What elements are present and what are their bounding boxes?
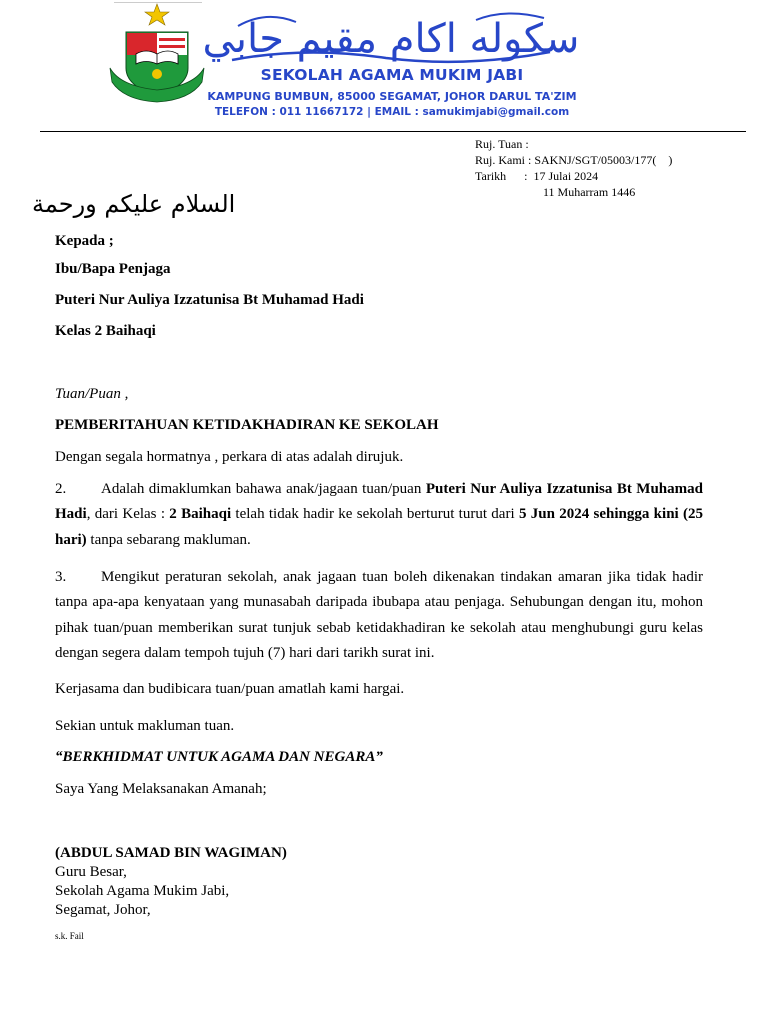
para2-text-3: telah tidak hadir ke sekolah berturut turut dari — [231, 506, 519, 523]
salutation: Tuan/Puan , — [55, 386, 129, 402]
svg-text:سکوله اکام مقيم جابي: سکوله اکام مقيم جابي — [202, 16, 580, 62]
signatory-title: Guru Besar, — [55, 864, 127, 880]
signatory-school: Sekolah Agama Mukim Jabi, — [55, 883, 230, 899]
para2-number: 2. — [55, 481, 67, 497]
header-divider — [40, 131, 746, 132]
paragraph-2 — [55, 477, 703, 553]
para2-text-2: , dari Kelas : — [86, 506, 170, 523]
thanks-line: Kerjasama dan budibicara tuan/puan amatlah kami hargai. — [55, 681, 405, 697]
recipient-student: Puteri Nur Auliya Izzatunisa Bt Muhamad Hadi — [55, 292, 364, 308]
signatory-name: (ABDUL SAMAD BIN WAGIMAN) — [55, 845, 287, 861]
school-contact: TELEFON : 011 11667172 | EMAIL : samukimjabi@gmail.com — [214, 106, 570, 118]
opening-line: Dengan segala hormatnya , perkara di atas adalah dirujuk. — [55, 449, 404, 465]
letter-subject: PEMBERITAHUAN KETIDAKHADIRAN KE SEKOLAH — [55, 417, 439, 433]
paragraph-3 — [55, 565, 703, 666]
arabic-greeting: السلام عليكم ورحمة — [32, 190, 236, 218]
para2-text-1: Adalah dimaklumkan bahawa anak/jagaan tuan/puan — [101, 481, 426, 497]
para2-text-4: tanpa sebarang makluman. — [86, 531, 251, 548]
school-address: KAMPUNG BUMBUN, 85000 SEGAMAT, JOHOR DARUL TA'ZIM — [207, 90, 577, 103]
recipient-class: Kelas 2 Baihaqi — [55, 323, 156, 339]
school-motto: “BERKHIDMAT UNTUK AGAMA DAN NEGARA” — [55, 749, 383, 765]
recipient-to: Kepada ; — [55, 233, 114, 249]
ref-tuan: Ruj. Tuan : — [475, 137, 529, 151]
school-name: SEKOLAH AGAMA MUKIM JABI — [260, 66, 524, 84]
signatory-place: Segamat, Johor, — [55, 902, 151, 918]
school-logo — [106, 2, 208, 106]
hijri-date: 11 Muharram 1446 — [543, 185, 636, 199]
para2-student-name: Puteri Nur Auliya Izzatunisa Bt Muhamad Hadi — [55, 481, 703, 523]
para3-text: Mengikut peraturan sekolah, anak jagaan tuan boleh dikenakan tindakan amaran jika tidak hadir tanpa apa-apa kenyataan yang munasabah daripada ibubapa atau penjaga. Sehubungan dengan itu, mohon pihak tuan/puan memberikan surat tunjuk sebab ketidakhadiran ke sekolah atau menghubungi guru kelas dengan segera dalam tempoh tujuh (7) hari dari tarikh surat ini. — [55, 569, 703, 661]
letter-date: Tarikh : 17 Julai 2024 — [475, 169, 599, 183]
closing-line: Sekian untuk makluman tuan. — [55, 718, 235, 734]
para2-class: 2 Baihaqi — [169, 506, 232, 523]
para3-number: 3. — [55, 569, 67, 585]
para2-period: 5 Jun 2024 sehingga kini (25 hari) — [55, 506, 704, 548]
recipient-line: Ibu/Bapa Penjaga — [55, 261, 171, 277]
carbon-copy-note: s.k. Fail — [55, 931, 84, 941]
jawi-calligraphy-title — [202, 6, 580, 68]
signoff-line: Saya Yang Melaksanakan Amanah; — [55, 781, 267, 797]
ref-kami: Ruj. Kami : SAKNJ/SGT/05003/177( ) — [475, 153, 673, 167]
